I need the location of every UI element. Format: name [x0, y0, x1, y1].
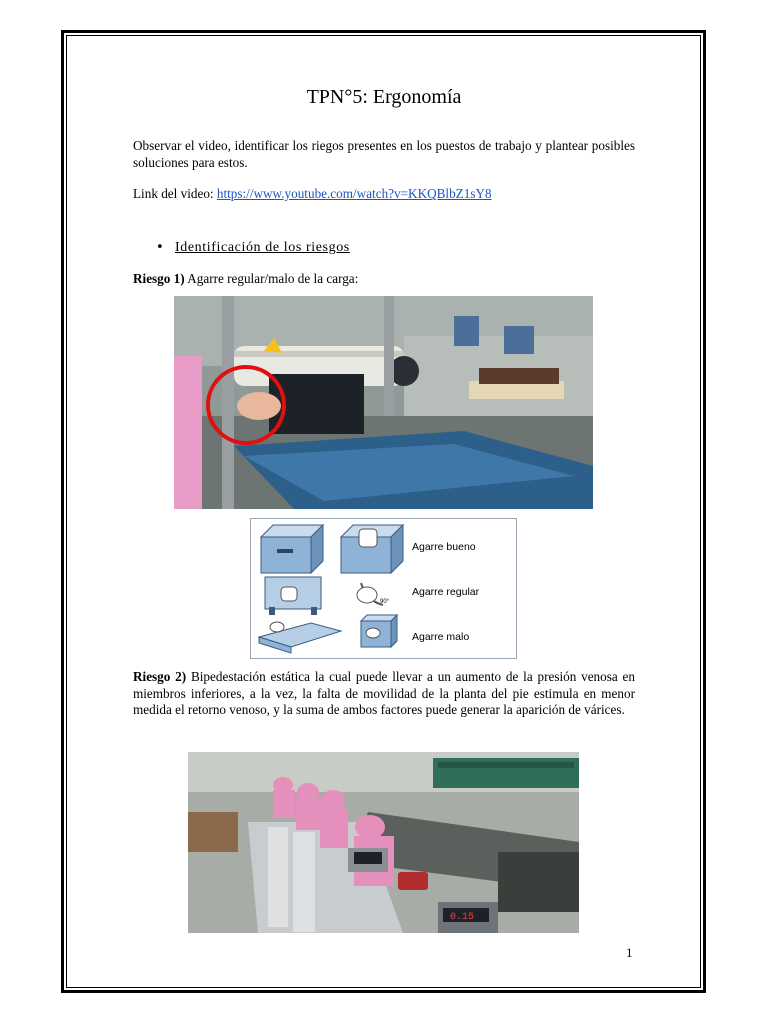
- grip-regular-label: Agarre regular: [412, 586, 480, 598]
- risk2-text: Bipedestación estática la cual puede llevar a un aumento de la presión venosa en miembros inferiores, a la vez, la falta de movilidad de la planta del pie estimula en menor medida el retorno venoso, y la suma de ambos factores puede generar la aparición de várices.: [133, 669, 635, 717]
- page-number: 1: [626, 945, 633, 960]
- risk2-label: Riesgo 2): [133, 669, 187, 684]
- risk1-text: Agarre regular/malo de la carga:: [184, 271, 359, 286]
- grip-bad-label: Agarre malo: [412, 631, 470, 643]
- grip-diagram: [250, 518, 517, 659]
- grip-angle-label: 90°: [380, 599, 390, 605]
- risk1-label: Riesgo 1): [133, 271, 185, 286]
- link-label: Link del video:: [133, 186, 217, 201]
- document-title: TPN°5: Ergonomía: [306, 86, 462, 108]
- intro-paragraph: Observar el video, identificar los riegos presentes en los puestos de trabajo y plantear posibles soluciones para estos.: [133, 138, 635, 170]
- grip-good-label: Agarre bueno: [412, 541, 476, 553]
- section-heading: Identificación de los riesgos: [175, 240, 350, 255]
- video-link-line: [133, 186, 635, 203]
- video-link[interactable]: https://www.youtube.com/watch?v=KKQBlbZ1sY8: [216, 186, 492, 201]
- risk1-line: [133, 271, 635, 288]
- risk2-paragraph: [133, 669, 635, 719]
- workers-photo: [188, 752, 579, 933]
- bullet-icon: •: [156, 240, 164, 255]
- scale-display: 0.15: [450, 912, 475, 923]
- conveyor-photo: [174, 296, 593, 509]
